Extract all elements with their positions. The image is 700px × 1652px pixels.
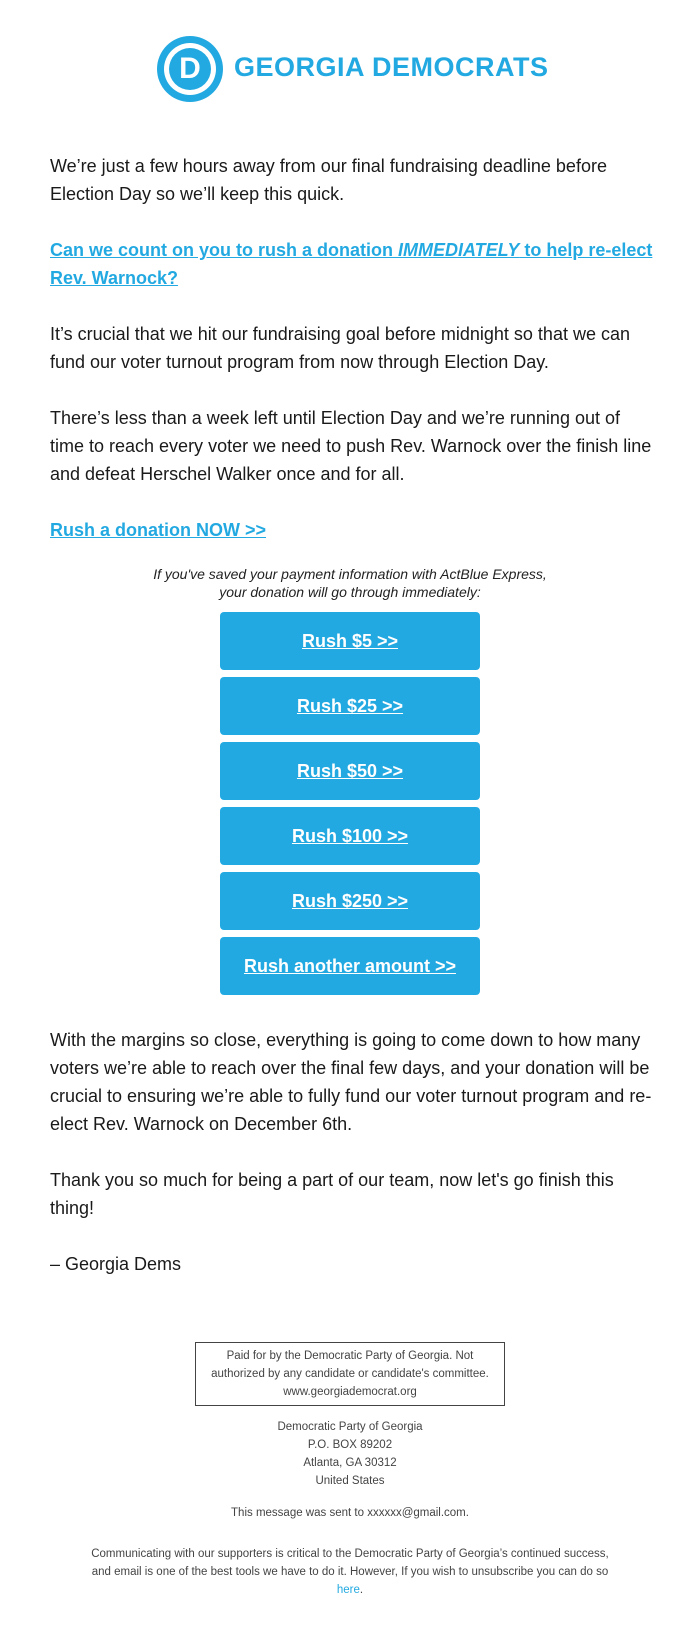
address-box: P.O. BOX 89202 [307,1439,393,1451]
email-header [0,34,700,104]
address-country: United States [315,1475,385,1487]
intro-paragraph: We’re just a few hours away from our final fundraising deadline before Election Day so we’ll keep this quick. [50,156,607,204]
rush-donation-link[interactable]: Rush a donation NOW >> [50,520,267,540]
margins-paragraph: With the margins so close, everything is going to come down to how many voters we’re able to reach over the final few days, and your donation will be crucial to ensuring we’re able to fully fund our voter turnout program and re-elect Rev. Warnock on December 6th. [50,1030,652,1134]
recipient-email: xxxxxx@gmail.com [367,1507,466,1519]
actblue-note-line1: If you've saved your payment information with ActBlue Express, [153,566,547,582]
rush-50-button[interactable]: Rush $50 >> [220,742,480,800]
mailing-address [0,1418,700,1490]
rush-100-button[interactable]: Rush $100 >> [220,807,480,865]
crucial-paragraph: It’s crucial that we hit our fundraising goal before midnight so that we can fund our voter turnout program from now through Election Day. [50,324,630,372]
unsubscribe-end: . [359,1584,364,1596]
week-left-paragraph: There’s less than a week left until Election Day and we’re running out of time to reach every voter we need to push Rev. Warnock over the finish line and defeat Herschel Walker once and for all. [50,408,652,484]
donation-ask-link-post: to help re-elect Rev. Warnock? [50,240,653,288]
actblue-note-line2: your donation will go through immediately: [219,584,481,600]
rush-5-button[interactable]: Rush $5 >> [220,612,480,670]
signature: – Georgia Dems [50,1254,182,1274]
brand-name: GEORGIA DEMOCRATS [234,52,549,82]
donation-ask-link[interactable] [50,236,655,292]
unsubscribe-notice [90,1545,610,1599]
address-org: Democratic Party of Georgia [277,1421,423,1433]
sent-to-notice [0,1504,700,1522]
rush-other-amount-button[interactable]: Rush another amount >> [220,937,480,995]
address-city: Atlanta, GA 30312 [303,1457,397,1469]
disclaimer-line2: authorized by any candidate or candidate's committee. [211,1368,489,1380]
paid-for-disclaimer [195,1342,505,1406]
party-logo-icon [157,36,223,102]
logo-letter: D [179,52,201,85]
email-body [50,152,655,572]
donation-ask-link-emphasis: IMMEDIATELY [398,240,520,260]
unsubscribe-text: Communicating with our supporters is critical to the Democratic Party of Georgia’s continued success, and email is one of the best tools we have to do it. However, If you wish to unsubscribe you can do so [91,1548,609,1578]
rush-250-button[interactable]: Rush $250 >> [220,872,480,930]
donation-ask-link-pre: Can we count on you to rush a donation [50,240,398,260]
disclaimer-line3: www.georgiademocrat.org [283,1386,417,1398]
disclaimer-line1: Paid for by the Democratic Party of Georgia. Not [226,1350,474,1362]
unsubscribe-link[interactable]: here [336,1584,360,1596]
closing-body [50,1026,660,1306]
sent-suffix: . [465,1507,469,1519]
thanks-paragraph: Thank you so much for being a part of our team, now let's go finish this thing! [50,1170,614,1218]
sent-prefix: This message was sent to [231,1507,368,1519]
rush-25-button[interactable]: Rush $25 >> [220,677,480,735]
actblue-note [100,565,600,601]
